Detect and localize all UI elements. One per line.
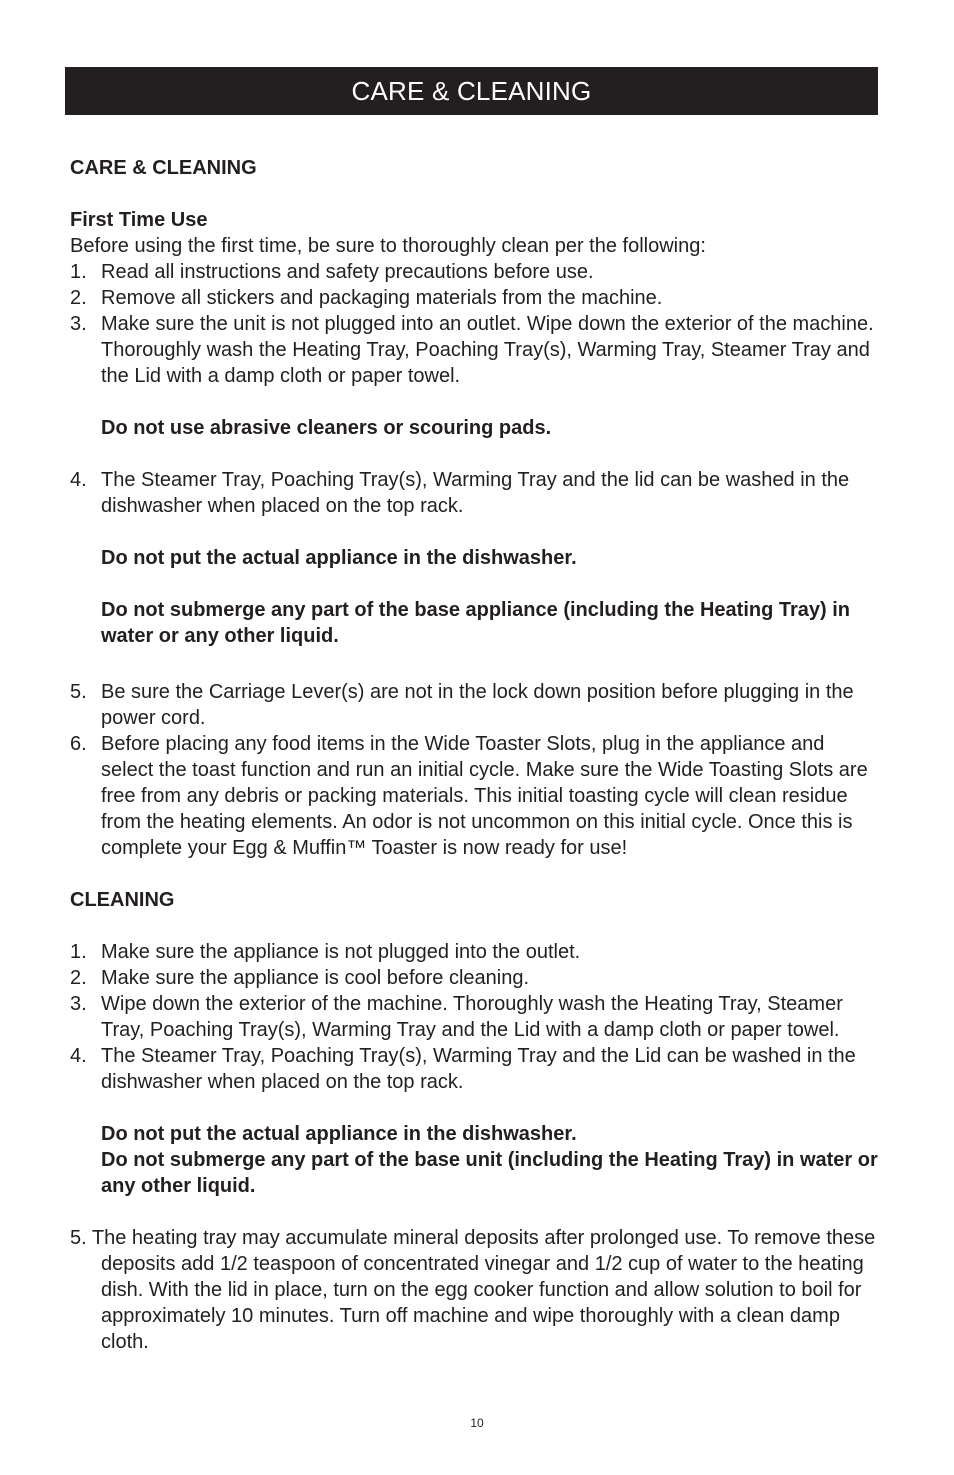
warning-dishwasher-2: Do not put the actual appliance in the dishwasher. bbox=[101, 1123, 577, 1145]
warning-abrasive: Do not use abrasive cleaners or scouring pads. bbox=[101, 417, 552, 439]
list-item: 1. Read all instructions and safety precautions before use. bbox=[70, 261, 594, 283]
section-heading-care-cleaning: CARE & CLEANING bbox=[70, 157, 257, 179]
list-item: 2. Remove all stickers and packaging materials from the machine. bbox=[70, 287, 663, 309]
list-item: 4. The Steamer Tray, Poaching Tray(s), Warming Tray and the Lid can be washed in the dishwasher when placed on the top rack. bbox=[70, 1045, 856, 1093]
list-item: 6. Before placing any food items in the Wide Toaster Slots, plug in the appliance and select the toast function and run an initial cycle. Make sure the Wide Toasting Slots are free from any debris or packing materials. This initial toasting cycle will clean residue from the heating elements. An odor is not uncommon on this initial cycle. Once this is complete your Egg & Muffin™ Toaster is now ready for use! bbox=[70, 733, 868, 859]
subheading-first-time-use: First Time Use bbox=[70, 209, 208, 231]
warning-submerge: Do not submerge any part of the base appliance (including the Heating Tray) in water or any other liquid. bbox=[101, 599, 850, 647]
list-item: 3. Make sure the unit is not plugged into an outlet. Wipe down the exterior of the machine. Thoroughly wash the Heating Tray, Poaching Tray(s), Warming Tray, Steamer Tray and the Lid with a damp cloth or paper towel. bbox=[70, 313, 874, 387]
page-number: 10 bbox=[470, 1416, 484, 1430]
banner-title: CARE & CLEANING bbox=[351, 75, 592, 106]
section-heading-cleaning: CLEANING bbox=[70, 889, 175, 911]
section-banner bbox=[65, 67, 878, 115]
warning-submerge-2: Do not submerge any part of the base unit (including the Heating Tray) in water or any other liquid. bbox=[101, 1149, 878, 1197]
list-item: 3. Wipe down the exterior of the machine. Thoroughly wash the Heating Tray, Steamer Tray, Poaching Tray(s), Warming Tray and the Lid with a damp cloth or paper towel. bbox=[70, 993, 843, 1041]
list-item: 1. Make sure the appliance is not plugged into the outlet. bbox=[70, 941, 581, 963]
list-item-5-mineral-deposits: 5. The heating tray may accumulate mineral deposits after prolonged use. To remove these deposits add 1/2 teaspoon of concentrated vinegar and 1/2 cup of water to the heating dish. With the lid in place, turn on the egg cooker function and allow solution to boil for approximately 10 minutes. Turn off machine and wipe thoroughly with a clean damp cloth. bbox=[70, 1227, 876, 1353]
list-item: 5. Be sure the Carriage Lever(s) are not in the lock down position before plugging in the power cord. bbox=[70, 681, 854, 729]
warning-dishwasher: Do not put the actual appliance in the dishwasher. bbox=[101, 547, 577, 569]
page-content bbox=[70, 155, 878, 1355]
list-item: 2. Make sure the appliance is cool before cleaning. bbox=[70, 967, 530, 989]
list-item: 4. The Steamer Tray, Poaching Tray(s), Warming Tray and the lid can be washed in the dishwasher when placed on the top rack. bbox=[70, 469, 850, 517]
intro-text: Before using the first time, be sure to thoroughly clean per the following: bbox=[70, 235, 706, 257]
